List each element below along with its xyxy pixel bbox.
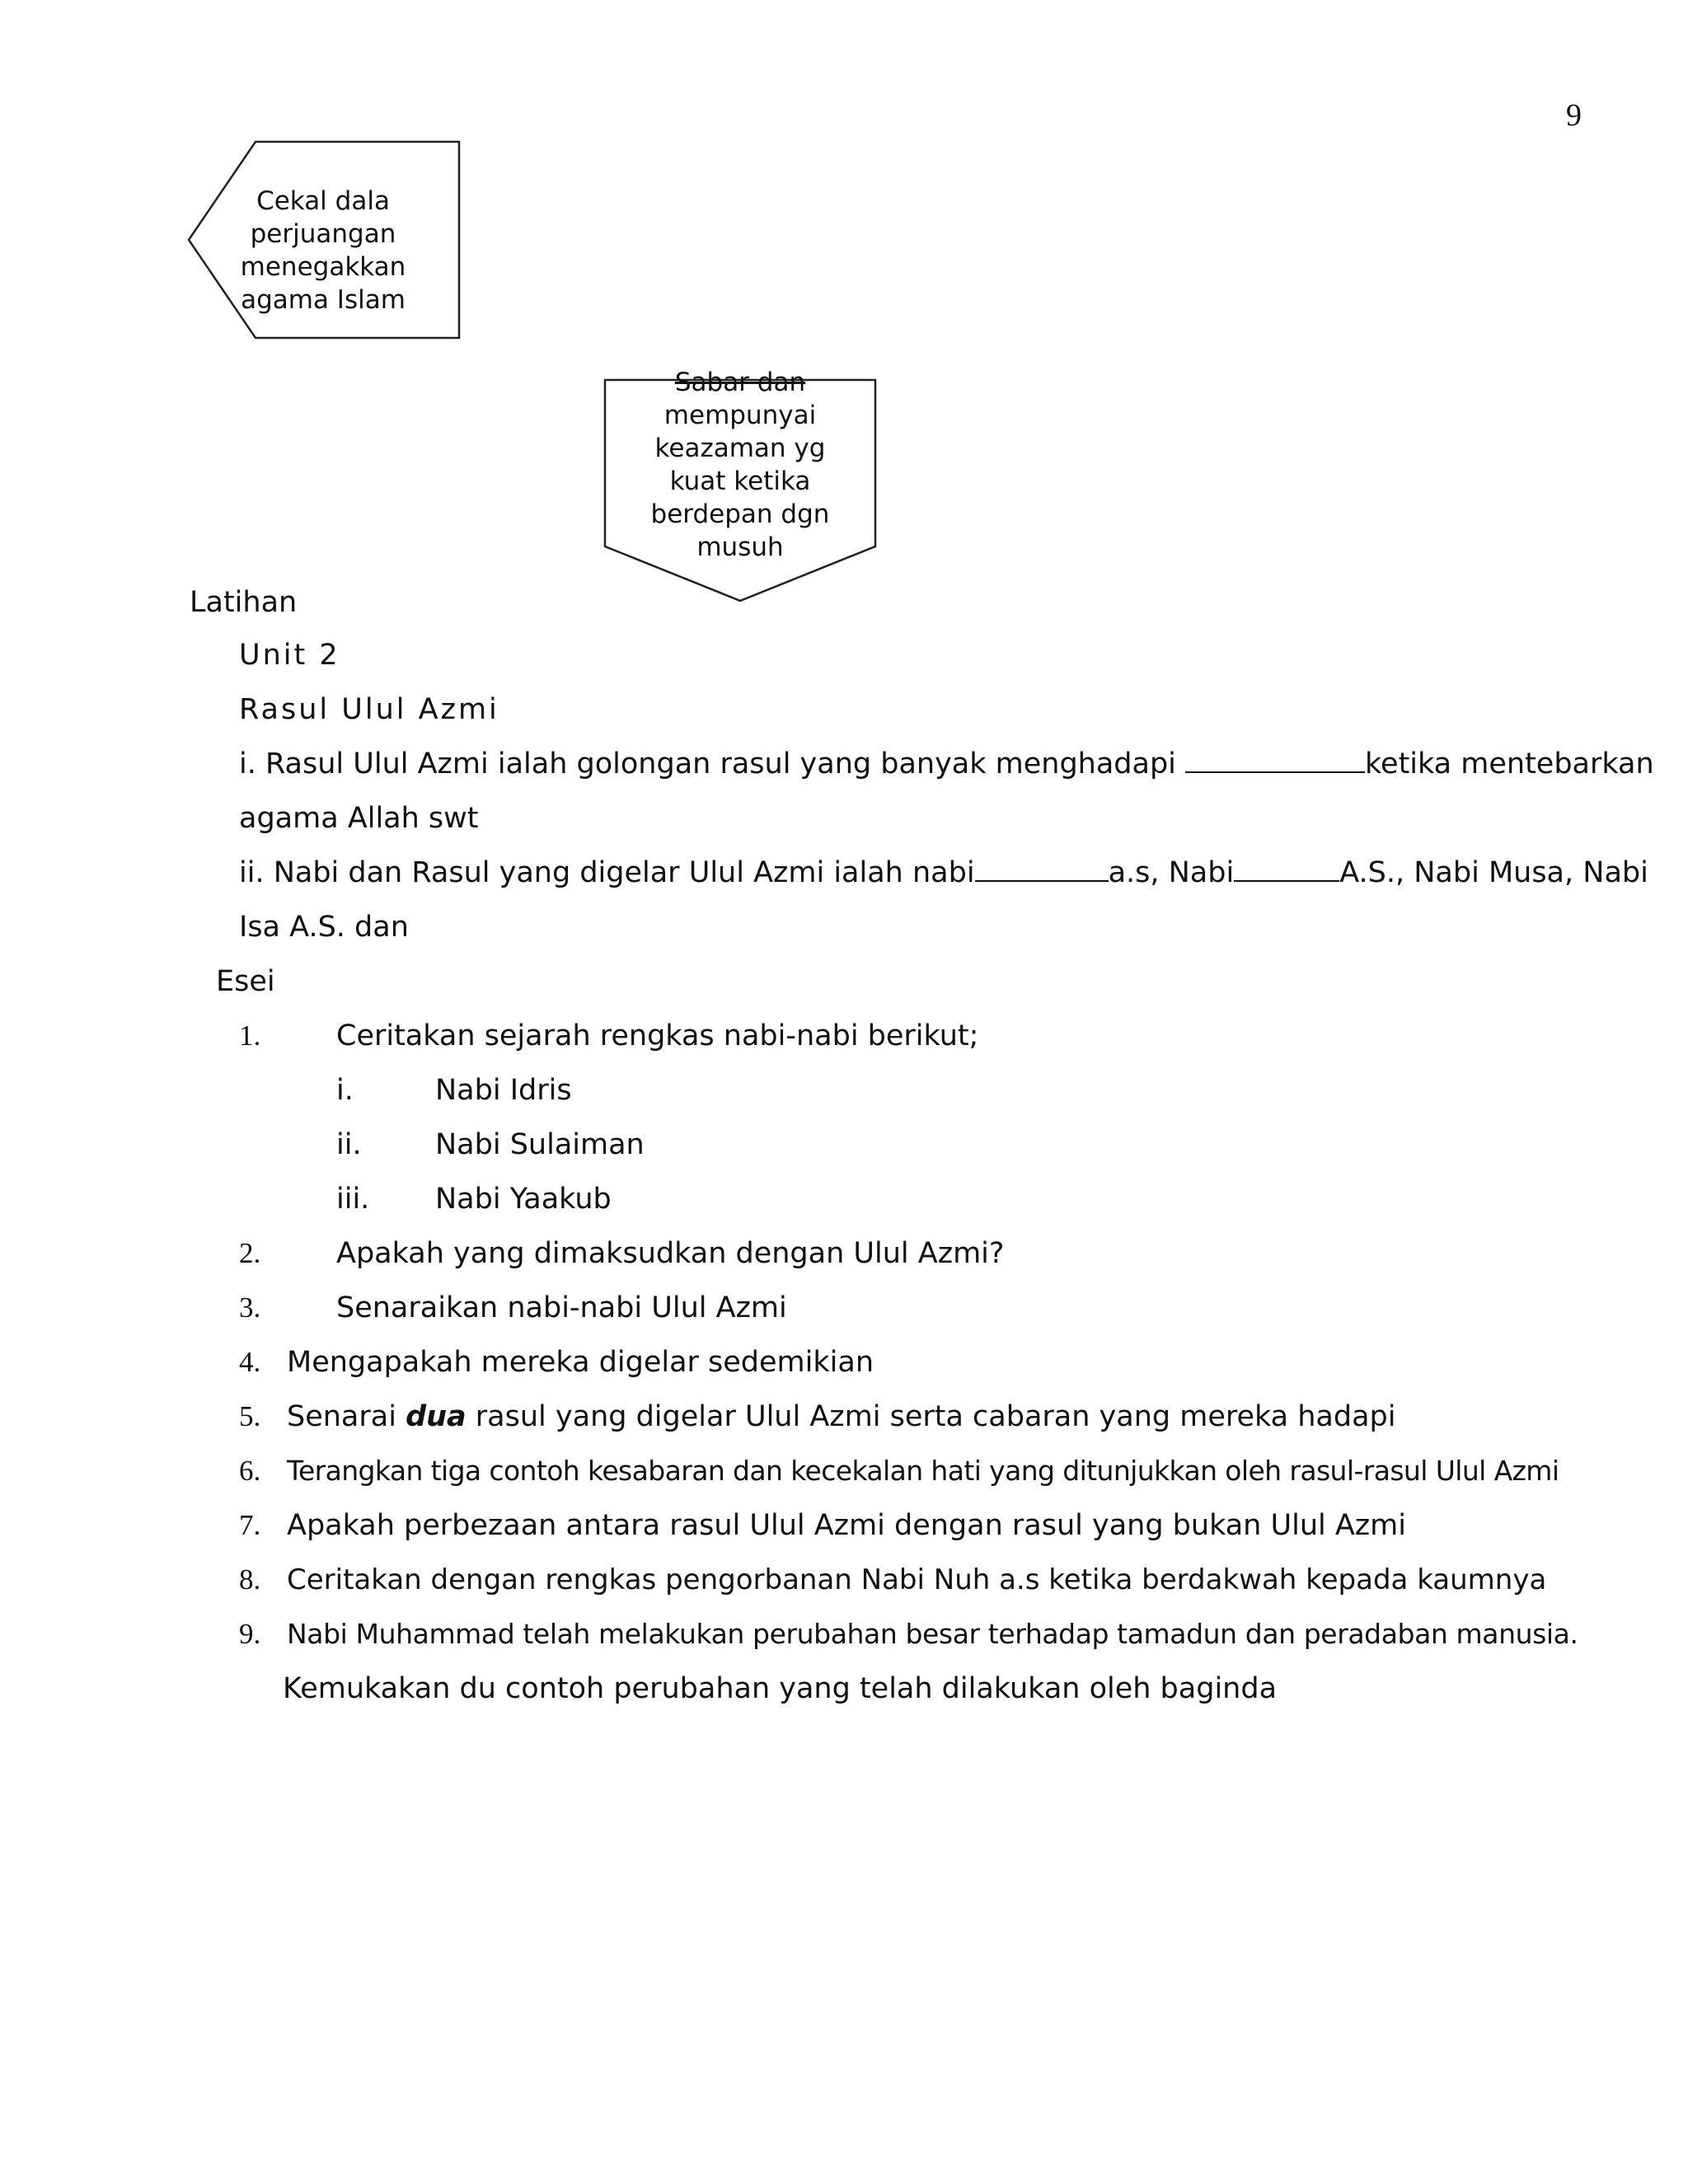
essay-q9-text-line2: Kemukakan du contoh perubahan yang telah dilakukan oleh baginda <box>283 1672 1278 1705</box>
essay-sub-text: Nabi Idris <box>435 1074 572 1107</box>
essay-q6-number: 6. <box>239 1455 261 1487</box>
bottom-shape-text <box>633 366 847 564</box>
bottom-shape-line: musuh <box>696 532 784 562</box>
fill-in-q1-text-end: ketika mentebarkan <box>1365 748 1654 780</box>
bottom-shape-line: berdepan dgn <box>650 499 830 529</box>
essay-q3-number: 3. <box>239 1291 261 1324</box>
answer-blank[interactable] <box>1234 855 1339 882</box>
essay-sub-text: Nabi Yaakub <box>435 1183 612 1216</box>
fill-in-question-2 <box>239 855 1648 891</box>
fill-in-q2-text: ii. Nabi dan Rasul yang digelar Ulul Azmi ialah nabi <box>239 856 975 889</box>
essay-q7-text: Apakah perbezaan antara rasul Ulul Azmi dengan rasul yang bukan Ulul Azmi <box>287 1509 1406 1542</box>
essay-q5-text-start: Senarai <box>287 1400 406 1433</box>
essay-q5-emphasis: dua <box>406 1400 467 1433</box>
unit-heading: Unit 2 <box>239 639 340 672</box>
left-shape-text <box>232 185 414 316</box>
left-shape-line: perjuangan <box>250 219 396 249</box>
essay-q3-text: Senaraikan nabi-nabi Ulul Azmi <box>336 1291 787 1324</box>
section-title-latihan: Latihan <box>190 586 298 619</box>
essay-sub-number: ii. <box>336 1128 362 1161</box>
answer-blank[interactable] <box>975 855 1109 882</box>
essay-q4-number: 4. <box>239 1346 261 1378</box>
left-shape-line: Cekal dala <box>256 186 390 216</box>
essay-q5-text-end: rasul yang digelar Ulul Azmi serta cabaran yang mereka hadapi <box>466 1400 1396 1433</box>
fill-in-question-1 <box>239 746 1654 782</box>
page-number: 9 <box>1566 98 1582 133</box>
essay-q6-text: Terangkan tiga contoh kesabaran dan kecekalan hati yang ditunjukkan oleh rasul-rasul Ulul Azmi <box>287 1455 1559 1487</box>
bottom-shape-line: Sabar dan <box>674 368 806 397</box>
essay-q2-number: 2. <box>239 1237 261 1269</box>
essay-q7-number: 7. <box>239 1509 261 1541</box>
essay-q1-text: Ceritakan sejarah rengkas nabi-nabi berikut; <box>336 1019 979 1052</box>
essay-title: Esei <box>216 965 275 998</box>
fill-in-q2-text-mid: a.s, Nabi <box>1108 856 1235 889</box>
bottom-shape-line: keazaman yg <box>654 434 826 463</box>
essay-q8-text: Ceritakan dengan rengkas pengorbanan Nabi Nuh a.s ketika berdakwah kepada kaumnya <box>287 1563 1547 1596</box>
left-shape-line: agama Islam <box>241 285 406 315</box>
left-shape-line: menegakkan <box>240 252 406 282</box>
fill-in-q1-text: i. Rasul Ulul Azmi ialah golongan rasul yang banyak menghadapi <box>239 748 1186 780</box>
essay-q8-number: 8. <box>239 1563 261 1596</box>
essay-q9-number: 9. <box>239 1618 261 1650</box>
fill-in-q2-text-end: A.S., Nabi Musa, Nabi <box>1339 856 1648 889</box>
answer-blank[interactable] <box>1185 747 1365 773</box>
essay-q5-text <box>287 1399 1395 1435</box>
topic-heading: Rasul Ulul Azmi <box>239 693 499 726</box>
bottom-shape-line: mempunyai <box>663 401 817 430</box>
essay-sub-text: Nabi Sulaiman <box>435 1128 645 1161</box>
essay-q9-text: Nabi Muhammad telah melakukan perubahan besar terhadap tamadun dan peradaban manusia. <box>287 1618 1578 1650</box>
essay-q2-text: Apakah yang dimaksudkan dengan Ulul Azmi? <box>336 1237 1005 1270</box>
essay-q1-number: 1. <box>239 1019 261 1052</box>
essay-q5-number: 5. <box>239 1400 261 1432</box>
bottom-shape-line: kuat ketika <box>669 466 811 496</box>
essay-sub-number: iii. <box>336 1183 370 1216</box>
fill-in-question-2-line2: Isa A.S. dan <box>239 911 409 944</box>
fill-in-question-1-line2: agama Allah swt <box>239 802 479 835</box>
essay-q4-text: Mengapakah mereka digelar sedemikian <box>287 1346 874 1379</box>
essay-sub-number: i. <box>336 1074 354 1107</box>
